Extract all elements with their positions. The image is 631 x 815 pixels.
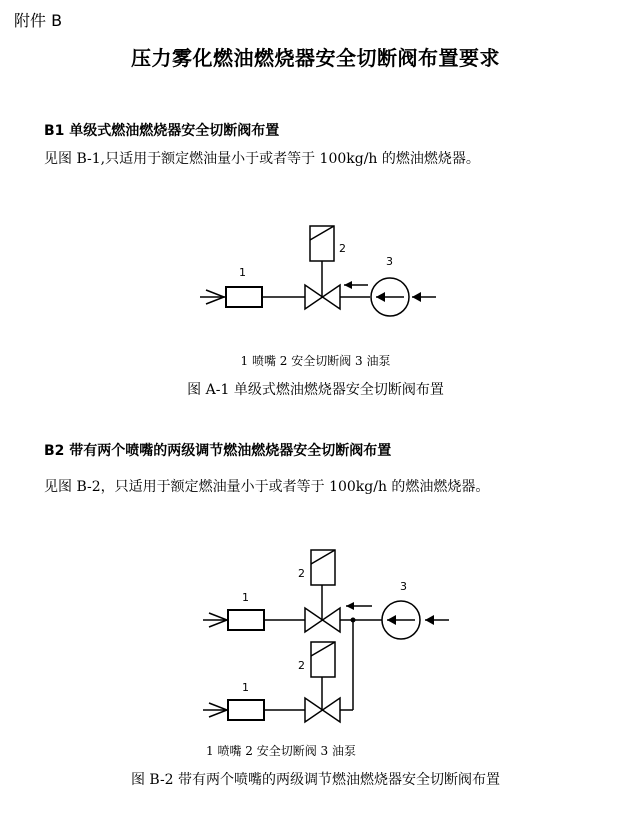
oil-pump-arrow-head (376, 292, 385, 302)
annex-label: 附件 B (14, 11, 63, 30)
safety-valve-body (305, 285, 340, 309)
top-valve-actuator (311, 550, 335, 585)
section-b1-heading: B1 单级式燃油燃烧器安全切断阀布置 (44, 123, 280, 139)
label-pump: 3 (386, 255, 393, 268)
top-nozzle-spray-chevron (209, 613, 227, 627)
label-nozzle: 1 (239, 266, 246, 279)
figure-b2-caption: 图 B-2 带有两个喷嘴的两级调节燃油燃烧器安全切断阀布置 (130, 772, 501, 788)
label-bottom-valve: 2 (298, 659, 305, 672)
label-bottom-nozzle: 1 (242, 681, 249, 694)
section-b1-text: 见图 B-1,只适用于额定燃油量小于或者等于 100kg/h 的燃油燃烧器。 (44, 151, 480, 167)
top-valve-actuator-diagonal (311, 550, 335, 564)
bottom-nozzle-spray-chevron (209, 703, 227, 717)
figure-a1-caption: 图 A-1 单级式燃油燃烧器安全切断阀布置 (187, 382, 444, 398)
oil-pump-circle (382, 601, 420, 639)
oil-pump-arrow-head (387, 615, 396, 625)
bottom-nozzle-body (228, 700, 264, 720)
label-top-valve: 2 (298, 567, 305, 580)
bottom-safety-valve-body (305, 698, 340, 722)
label-top-nozzle: 1 (242, 591, 249, 604)
bottom-valve-actuator-diagonal (311, 642, 335, 656)
oil-pump-circle (371, 278, 409, 316)
valve-actuator-diagonal (310, 226, 334, 240)
top-nozzle-body (228, 610, 264, 630)
label-valve: 2 (339, 242, 346, 255)
figure-a1-legend: 1 喷嘴 2 安全切断阀 3 油泵 (240, 354, 391, 368)
section-b2-heading: B2 带有两个喷嘴的两级调节燃油燃烧器安全切断阀布置 (44, 443, 392, 459)
top-flow-arrow-head (346, 602, 354, 610)
top-safety-valve-body (305, 608, 340, 632)
flow-arrow-head (344, 281, 352, 289)
pump-inlet-arrow-head (412, 292, 421, 302)
bottom-valve-actuator (311, 642, 335, 677)
section-b2-text: 见图 B-2，只适用于额定燃油量小于或者等于 100kg/h 的燃油燃烧器。 (44, 479, 490, 495)
label-pump: 3 (400, 580, 407, 593)
figure-b2-legend: 1 喷嘴 2 安全切断阀 3 油泵 (206, 744, 356, 758)
nozzle-spray-chevron (206, 290, 224, 304)
pump-inlet-arrow-head (425, 615, 434, 625)
valve-actuator (310, 226, 334, 261)
nozzle-body (226, 287, 262, 307)
junction-dot (351, 618, 356, 623)
document-title: 压力雾化燃油燃烧器安全切断阀布置要求 (131, 46, 500, 70)
